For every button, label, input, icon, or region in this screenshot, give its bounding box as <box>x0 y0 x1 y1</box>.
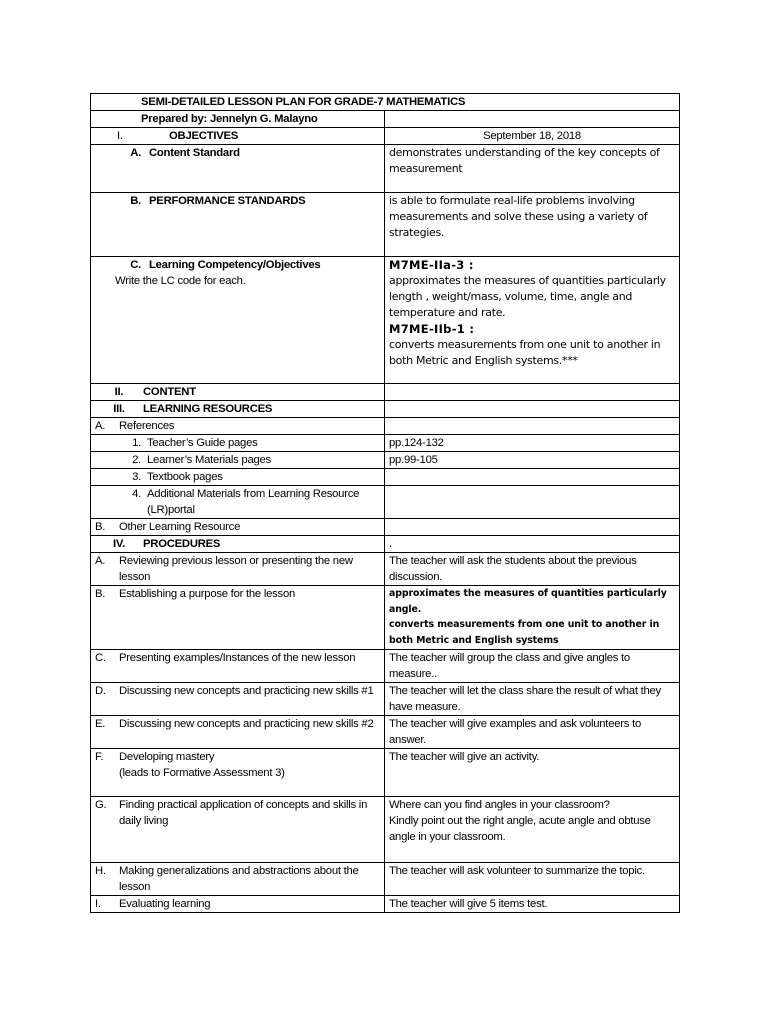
procedure-step-num: A. <box>95 555 106 567</box>
procedure-step-value: The teacher will give examples and ask volunteers to answer. <box>385 716 680 749</box>
learning-competency-label: Learning Competency/Objectives <box>149 259 321 271</box>
resource-value <box>385 469 680 486</box>
procedure-step-value <box>385 586 680 650</box>
title-row <box>91 94 680 111</box>
lc-code-2: M7ME-IIb-1 : <box>389 322 475 336</box>
resource-num: 3. <box>132 471 141 483</box>
resource-row <box>91 486 680 519</box>
empty-cell <box>385 111 680 128</box>
performance-standards-num: B. <box>130 195 141 207</box>
resource-cell <box>91 486 385 519</box>
resource-num: 1. <box>132 437 141 449</box>
procedure-step-row <box>91 650 680 683</box>
procedure-step-cell <box>91 749 385 797</box>
procedure-step-label: Discussing new concepts and practicing new skills #1 <box>119 685 374 697</box>
learning-competency-values <box>385 257 680 384</box>
resource-row <box>91 469 680 486</box>
procedure-step-value: The teacher will ask volunteer to summarize the topic. <box>385 863 680 896</box>
prepared-by: Prepared by: Jennelyn G. Malayno <box>91 111 385 128</box>
procedures-heading-cell <box>91 536 385 553</box>
procedure-step-cell <box>91 716 385 749</box>
resource-value <box>385 486 680 519</box>
references-row <box>91 418 680 435</box>
procedure-step-row <box>91 797 680 863</box>
learning-competency-cell <box>91 257 385 384</box>
procedure-step-label: Reviewing previous lesson or presenting the new lesson <box>119 555 353 583</box>
procedures-num: IV. <box>112 538 126 550</box>
procedure-step-cell <box>91 863 385 896</box>
prepared-by-row <box>91 111 680 128</box>
procedure-step-cell <box>91 586 385 650</box>
application-line-1: Where can you find angles in your classroom? <box>389 799 610 811</box>
procedure-step-row <box>91 586 680 650</box>
resource-row <box>91 435 680 452</box>
procedure-step-cell <box>91 650 385 683</box>
resource-label: Teacher’s Guide pages <box>147 437 258 449</box>
empty-cell <box>385 519 680 536</box>
other-resource-cell <box>91 519 385 536</box>
resource-cell <box>91 469 385 486</box>
references-num: A. <box>95 420 106 432</box>
content-standard-value: demonstrates understanding of the key concepts of measurement <box>385 145 680 193</box>
objectives-num: I. <box>117 130 123 142</box>
procedure-step-row <box>91 716 680 749</box>
performance-standards-label: PERFORMANCE STANDARDS <box>149 195 306 207</box>
procedures-dot: . <box>385 536 680 553</box>
procedure-step-label: Establishing a purpose for the lesson <box>119 588 296 600</box>
procedure-step-num: E. <box>95 718 106 730</box>
objectives-heading-cell <box>91 128 385 145</box>
procedure-step-value: The teacher will give an activity. <box>385 749 680 797</box>
performance-standards-cell <box>91 193 385 257</box>
content-label: CONTENT <box>143 386 196 398</box>
resource-label: Textbook pages <box>147 471 223 483</box>
procedure-step-num: D. <box>95 685 106 697</box>
other-resource-num: B. <box>95 521 106 533</box>
empty-cell <box>385 401 680 418</box>
procedure-step-value: The teacher will give 5 items test. <box>385 896 680 913</box>
resource-row <box>91 452 680 469</box>
content-standard-cell <box>91 145 385 193</box>
procedure-step-row <box>91 553 680 586</box>
other-resource-row <box>91 519 680 536</box>
procedure-step-label-2: (leads to Formative Assessment 3) <box>119 767 285 779</box>
procedure-step-num: H. <box>95 865 106 877</box>
procedure-step-value: The teacher will let the class share the result of what they have measure. <box>385 683 680 716</box>
objectives-label: OBJECTIVES <box>169 130 239 142</box>
content-standard-num: A. <box>130 147 141 159</box>
procedure-step-label: Finding practical application of concepts and skills in daily living <box>119 799 368 827</box>
learning-competency-num: C. <box>130 259 141 271</box>
lc-text-2: converts measurements from one unit to another in both Metric and English systems.*** <box>389 338 661 367</box>
procedure-step-num: I. <box>95 898 101 910</box>
procedure-step-row <box>91 749 680 797</box>
empty-cell <box>385 384 680 401</box>
content-standard-row <box>91 145 680 193</box>
lc-code-1: M7ME-IIa-3 : <box>389 258 474 272</box>
procedure-step-value: The teacher will group the class and give angles to measure.. <box>385 650 680 683</box>
resource-cell <box>91 452 385 469</box>
procedure-step-label: Presenting examples/Instances of the new lesson <box>119 652 356 664</box>
procedures-label: PROCEDURES <box>143 538 221 550</box>
content-row <box>91 384 680 401</box>
other-resource-label: Other Learning Resource <box>119 521 241 533</box>
content-num: II. <box>114 386 124 398</box>
references-cell <box>91 418 385 435</box>
procedure-step-label-group <box>119 749 380 781</box>
procedure-step-num: G. <box>95 799 107 811</box>
procedure-step-value <box>385 797 680 863</box>
learning-resources-num: III. <box>113 403 125 415</box>
procedure-step-num: B. <box>95 588 106 600</box>
empty-cell <box>385 418 680 435</box>
procedure-step-row <box>91 863 680 896</box>
procedures-row <box>91 536 680 553</box>
procedure-step-label: Making generalizations and abstractions about the lesson <box>119 865 359 893</box>
procedure-step-cell <box>91 797 385 863</box>
objectives-row <box>91 128 680 145</box>
resource-num: 2. <box>132 454 141 466</box>
resource-label: Additional Materials from Learning Resource (LR)portal <box>147 488 360 516</box>
procedure-step-label: Discussing new concepts and practicing new skills #2 <box>119 718 374 730</box>
resource-num: 4. <box>132 488 141 500</box>
performance-standards-row <box>91 193 680 257</box>
lesson-plan-title: SEMI-DETAILED LESSON PLAN FOR GRADE-7 MATHEMATICS <box>91 94 680 111</box>
content-standard-label: Content Standard <box>149 147 240 159</box>
procedure-step-row <box>91 896 680 913</box>
procedure-step-num: C. <box>95 652 106 664</box>
purpose-line-1: approximates the measures of quantities particularly angle. <box>389 588 667 615</box>
content-heading-cell <box>91 384 385 401</box>
lc-code-note: Write the LC code for each. <box>115 275 246 287</box>
references-label: References <box>119 420 175 432</box>
procedure-step-cell <box>91 553 385 586</box>
lesson-plan-table <box>90 93 680 913</box>
learning-competency-row <box>91 257 680 384</box>
procedure-step-row <box>91 683 680 716</box>
learning-resources-label: LEARNING RESOURCES <box>143 403 273 415</box>
procedure-step-cell <box>91 683 385 716</box>
learning-resources-row <box>91 401 680 418</box>
procedure-step-label: Evaluating learning <box>119 898 211 910</box>
learning-resources-heading-cell <box>91 401 385 418</box>
resource-cell <box>91 435 385 452</box>
performance-standards-value: is able to formulate real-life problems involving measurements and solve these using a variety of strategies. <box>385 193 680 257</box>
resource-label: Learner’s Materials pages <box>147 454 271 466</box>
resource-value: pp.124-132 <box>385 435 680 452</box>
application-line-2: Kindly point out the right angle, acute angle and obtuse angle in your classroom. <box>389 815 651 843</box>
lc-text-1: approximates the measures of quantities particularly length , weight/mass, volume, time, angle and temperature and rate. <box>389 274 666 319</box>
resource-value: pp.99-105 <box>385 452 680 469</box>
procedure-step-label: Developing mastery <box>119 751 215 763</box>
procedure-step-cell <box>91 896 385 913</box>
procedure-step-value: The teacher will ask the students about the previous discussion. <box>385 553 680 586</box>
lesson-date: September 18, 2018 <box>385 128 680 145</box>
purpose-line-2: converts measurements from one unit to another in both Metric and English systems <box>389 619 660 646</box>
procedure-step-num: F. <box>95 751 104 763</box>
